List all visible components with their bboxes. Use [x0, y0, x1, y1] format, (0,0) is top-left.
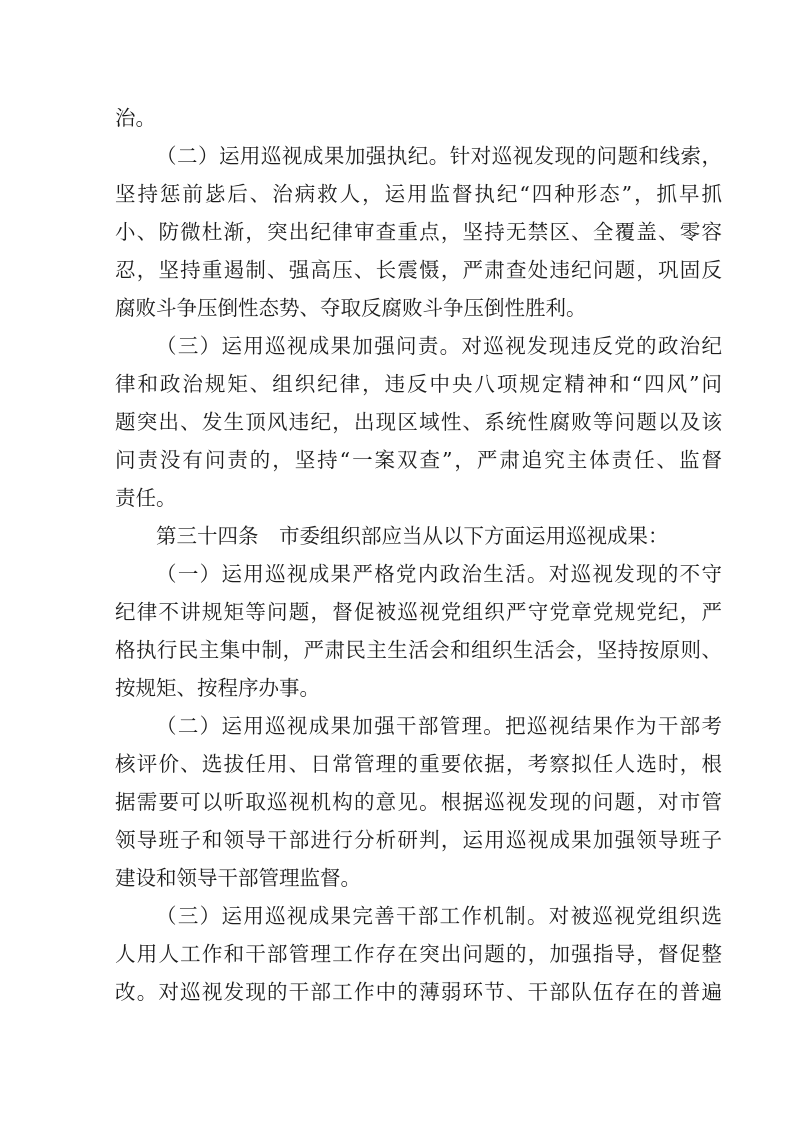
text-line: 改。对巡视发现的干部工作中的薄弱环节、干部队伍存在的普遍: [115, 980, 722, 1004]
text-line: （三）运用巡视成果加强问责。对巡视发现违反党的政治纪: [156, 334, 722, 358]
text-line: 责任。: [115, 486, 177, 510]
text-line: （三）运用巡视成果完善干部工作机制。对被巡视党组织选: [156, 904, 722, 928]
text-line: 律和政治规矩、组织纪律，违反中央八项规定精神和“四风”问: [115, 372, 722, 396]
text-line: 领导班子和领导干部进行分析研判，运用巡视成果加强领导班子: [115, 828, 722, 852]
text-line: 建设和领导干部管理监督。: [115, 866, 361, 890]
text-line: 纪律不讲规矩等问题，督促被巡视党组织严守党章党规党纪，严: [115, 600, 722, 624]
text-line: 人用人工作和干部管理工作存在突出问题的，加强指导，督促整: [115, 942, 722, 966]
text-line: 腐败斗争压倒性态势、夺取反腐败斗争压倒性胜利。: [115, 296, 587, 320]
text-line: 小、防微杜渐，突出纪律审查重点，坚持无禁区、全覆盖、零容: [115, 220, 722, 244]
text-line: （一）运用巡视成果严格党内政治生活。对巡视发现的不守: [156, 562, 722, 586]
text-line: 格执行民主集中制，严肃民主生活会和组织生活会，坚持按原则、: [115, 638, 722, 662]
text-line: 治。: [115, 106, 156, 130]
text-line: 题突出、发生顶风违纪，出现区域性、系统性腐败等问题以及该: [115, 410, 722, 434]
document-text-body: [115, 99, 722, 1011]
text-line: 按规矩、按程序办事。: [115, 676, 320, 700]
text-line: 第三十四条 市委组织部应当从以下方面运用巡视成果：: [156, 524, 669, 548]
text-line: 问责没有问责的，坚持“一案双查”，严肃追究主体责任、监督: [115, 448, 722, 472]
text-line: 坚持惩前毖后、治病救人，运用监督执纪“四种形态”，抓早抓: [115, 182, 722, 206]
text-line: 据需要可以听取巡视机构的意见。根据巡视发现的问题，对市管: [115, 790, 722, 814]
text-line: 忍，坚持重遏制、强高压、长震慑，严肃查处违纪问题，巩固反: [115, 258, 722, 282]
text-line: （二）运用巡视成果加强执纪。针对巡视发现的问题和线索，: [156, 144, 722, 168]
text-line: （二）运用巡视成果加强干部管理。把巡视结果作为干部考: [156, 714, 722, 738]
text-line: 核评价、选拔任用、日常管理的重要依据，考察拟任人选时，根: [115, 752, 722, 776]
